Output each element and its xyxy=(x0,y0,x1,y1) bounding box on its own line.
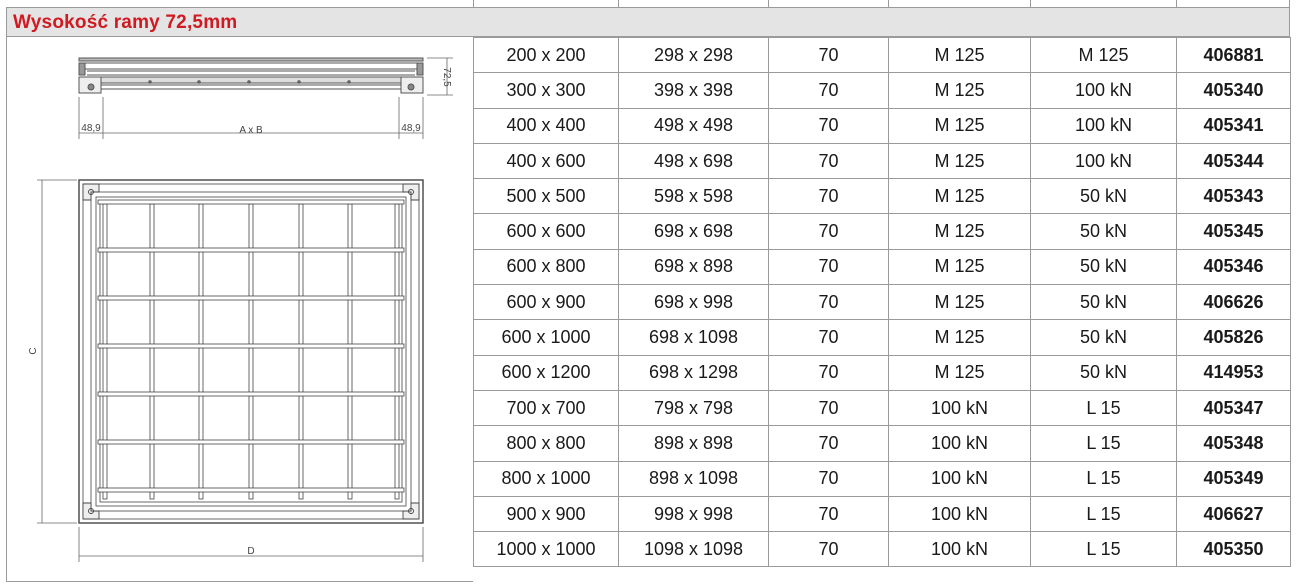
table-row xyxy=(474,532,1291,567)
load-class-cell: 100 kN xyxy=(889,532,1031,567)
table-row xyxy=(474,143,1291,178)
outer-size-cell: 698 x 1098 xyxy=(619,320,769,355)
load-rating-cell: 50 kN xyxy=(1031,320,1177,355)
depth-cell: 70 xyxy=(769,461,889,496)
frame-plan-view xyxy=(79,180,423,523)
load-rating-cell: 50 kN xyxy=(1031,285,1177,320)
load-class-cell: 100 kN xyxy=(889,390,1031,425)
depth-cell: 70 xyxy=(769,355,889,390)
load-rating-cell: 100 kN xyxy=(1031,143,1177,178)
outer-size-cell: 698 x 898 xyxy=(619,249,769,284)
outer-size-cell: 498 x 698 xyxy=(619,143,769,178)
product-code-cell: 405826 xyxy=(1177,320,1291,355)
nominal-size-cell: 600 x 900 xyxy=(474,285,619,320)
outer-size-cell: 298 x 298 xyxy=(619,38,769,73)
dimensions-table xyxy=(473,37,1291,567)
product-code-cell: 405346 xyxy=(1177,249,1291,284)
depth-cell: 70 xyxy=(769,532,889,567)
section-header xyxy=(6,7,1290,37)
table-row xyxy=(474,320,1291,355)
load-rating-cell: 50 kN xyxy=(1031,179,1177,214)
outer-size-cell: 698 x 698 xyxy=(619,214,769,249)
nominal-size-cell: 600 x 800 xyxy=(474,249,619,284)
nominal-size-cell: 700 x 700 xyxy=(474,390,619,425)
depth-cell: 70 xyxy=(769,143,889,178)
load-class-cell: 100 kN xyxy=(889,426,1031,461)
depth-cell: 70 xyxy=(769,320,889,355)
load-class-cell: M 125 xyxy=(889,38,1031,73)
product-code-cell: 406881 xyxy=(1177,38,1291,73)
section-title: Wysokość ramy 72,5mm xyxy=(13,12,238,33)
load-rating-cell: L 15 xyxy=(1031,461,1177,496)
product-code-cell: 406627 xyxy=(1177,496,1291,531)
table-row xyxy=(474,496,1291,531)
outer-size-cell: 498 x 498 xyxy=(619,108,769,143)
load-rating-cell: M 125 xyxy=(1031,38,1177,73)
load-class-cell: M 125 xyxy=(889,73,1031,108)
load-rating-cell: L 15 xyxy=(1031,532,1177,567)
product-code-cell: 405344 xyxy=(1177,143,1291,178)
table-row xyxy=(474,285,1291,320)
product-code-cell: 405349 xyxy=(1177,461,1291,496)
load-rating-cell: 50 kN xyxy=(1031,214,1177,249)
outer-size-cell: 898 x 1098 xyxy=(619,461,769,496)
load-rating-cell: 50 kN xyxy=(1031,249,1177,284)
table-row xyxy=(474,73,1291,108)
nominal-size-cell: 600 x 600 xyxy=(474,214,619,249)
load-class-cell: M 125 xyxy=(889,214,1031,249)
nominal-size-cell: 800 x 1000 xyxy=(474,461,619,496)
table-row xyxy=(474,214,1291,249)
load-class-cell: M 125 xyxy=(889,143,1031,178)
nominal-size-cell: 200 x 200 xyxy=(474,38,619,73)
load-rating-cell: L 15 xyxy=(1031,390,1177,425)
product-code-cell: 405348 xyxy=(1177,426,1291,461)
technical-drawing-cell xyxy=(6,37,473,582)
outer-size-cell: 798 x 798 xyxy=(619,390,769,425)
depth-cell: 70 xyxy=(769,108,889,143)
nominal-size-cell: 600 x 1000 xyxy=(474,320,619,355)
product-code-cell: 405340 xyxy=(1177,73,1291,108)
load-rating-cell: 100 kN xyxy=(1031,108,1177,143)
outer-size-cell: 698 x 1298 xyxy=(619,355,769,390)
nominal-size-cell: 800 x 800 xyxy=(474,426,619,461)
depth-cell: 70 xyxy=(769,179,889,214)
product-code-cell: 405343 xyxy=(1177,179,1291,214)
outer-size-cell: 898 x 898 xyxy=(619,426,769,461)
table-row xyxy=(474,38,1291,73)
load-class-cell: M 125 xyxy=(889,108,1031,143)
outer-size-cell: 598 x 598 xyxy=(619,179,769,214)
table-row xyxy=(474,426,1291,461)
frame-drawing xyxy=(7,37,474,582)
nominal-size-cell: 900 x 900 xyxy=(474,496,619,531)
nominal-size-cell: 400 x 600 xyxy=(474,143,619,178)
depth-cell: 70 xyxy=(769,249,889,284)
c-dimension xyxy=(37,180,77,523)
load-rating-cell: 50 kN xyxy=(1031,355,1177,390)
table-row xyxy=(474,179,1291,214)
depth-cell: 70 xyxy=(769,426,889,461)
depth-cell: 70 xyxy=(769,38,889,73)
load-class-cell: 100 kN xyxy=(889,461,1031,496)
dim-flange-left-label: 48,9 xyxy=(81,123,101,134)
dim-flange-right-label: 48,9 xyxy=(401,123,421,134)
product-code-cell: 405350 xyxy=(1177,532,1291,567)
outer-size-cell: 1098 x 1098 xyxy=(619,532,769,567)
table-row xyxy=(474,355,1291,390)
load-class-cell: 100 kN xyxy=(889,496,1031,531)
product-code-cell: 405347 xyxy=(1177,390,1291,425)
depth-cell: 70 xyxy=(769,73,889,108)
depth-cell: 70 xyxy=(769,285,889,320)
product-code-cell: 406626 xyxy=(1177,285,1291,320)
dim-height-label: 72,5 xyxy=(441,67,452,87)
outer-size-cell: 998 x 998 xyxy=(619,496,769,531)
nominal-size-cell: 1000 x 1000 xyxy=(474,532,619,567)
nominal-size-cell: 400 x 400 xyxy=(474,108,619,143)
load-rating-cell: L 15 xyxy=(1031,426,1177,461)
dim-inner-label: A x B xyxy=(239,125,263,136)
nominal-size-cell: 500 x 500 xyxy=(474,179,619,214)
product-code-cell: 405341 xyxy=(1177,108,1291,143)
table-row xyxy=(474,461,1291,496)
load-class-cell: M 125 xyxy=(889,320,1031,355)
dim-d-label: D xyxy=(247,546,255,557)
load-class-cell: M 125 xyxy=(889,285,1031,320)
product-code-cell: 405345 xyxy=(1177,214,1291,249)
load-class-cell: M 125 xyxy=(889,179,1031,214)
load-class-cell: M 125 xyxy=(889,249,1031,284)
load-class-cell: M 125 xyxy=(889,355,1031,390)
product-code-cell: 414953 xyxy=(1177,355,1291,390)
table-row xyxy=(474,108,1291,143)
load-rating-cell: 100 kN xyxy=(1031,73,1177,108)
table-row xyxy=(474,390,1291,425)
depth-cell: 70 xyxy=(769,390,889,425)
load-rating-cell: L 15 xyxy=(1031,496,1177,531)
depth-cell: 70 xyxy=(769,214,889,249)
depth-cell: 70 xyxy=(769,496,889,531)
table-row xyxy=(474,249,1291,284)
dimensions-table-body xyxy=(474,38,1291,567)
dim-c-label: C xyxy=(28,347,39,355)
outer-size-cell: 698 x 998 xyxy=(619,285,769,320)
outer-size-cell: 398 x 398 xyxy=(619,73,769,108)
frame-cross-section xyxy=(79,58,423,93)
nominal-size-cell: 300 x 300 xyxy=(474,73,619,108)
nominal-size-cell: 600 x 1200 xyxy=(474,355,619,390)
